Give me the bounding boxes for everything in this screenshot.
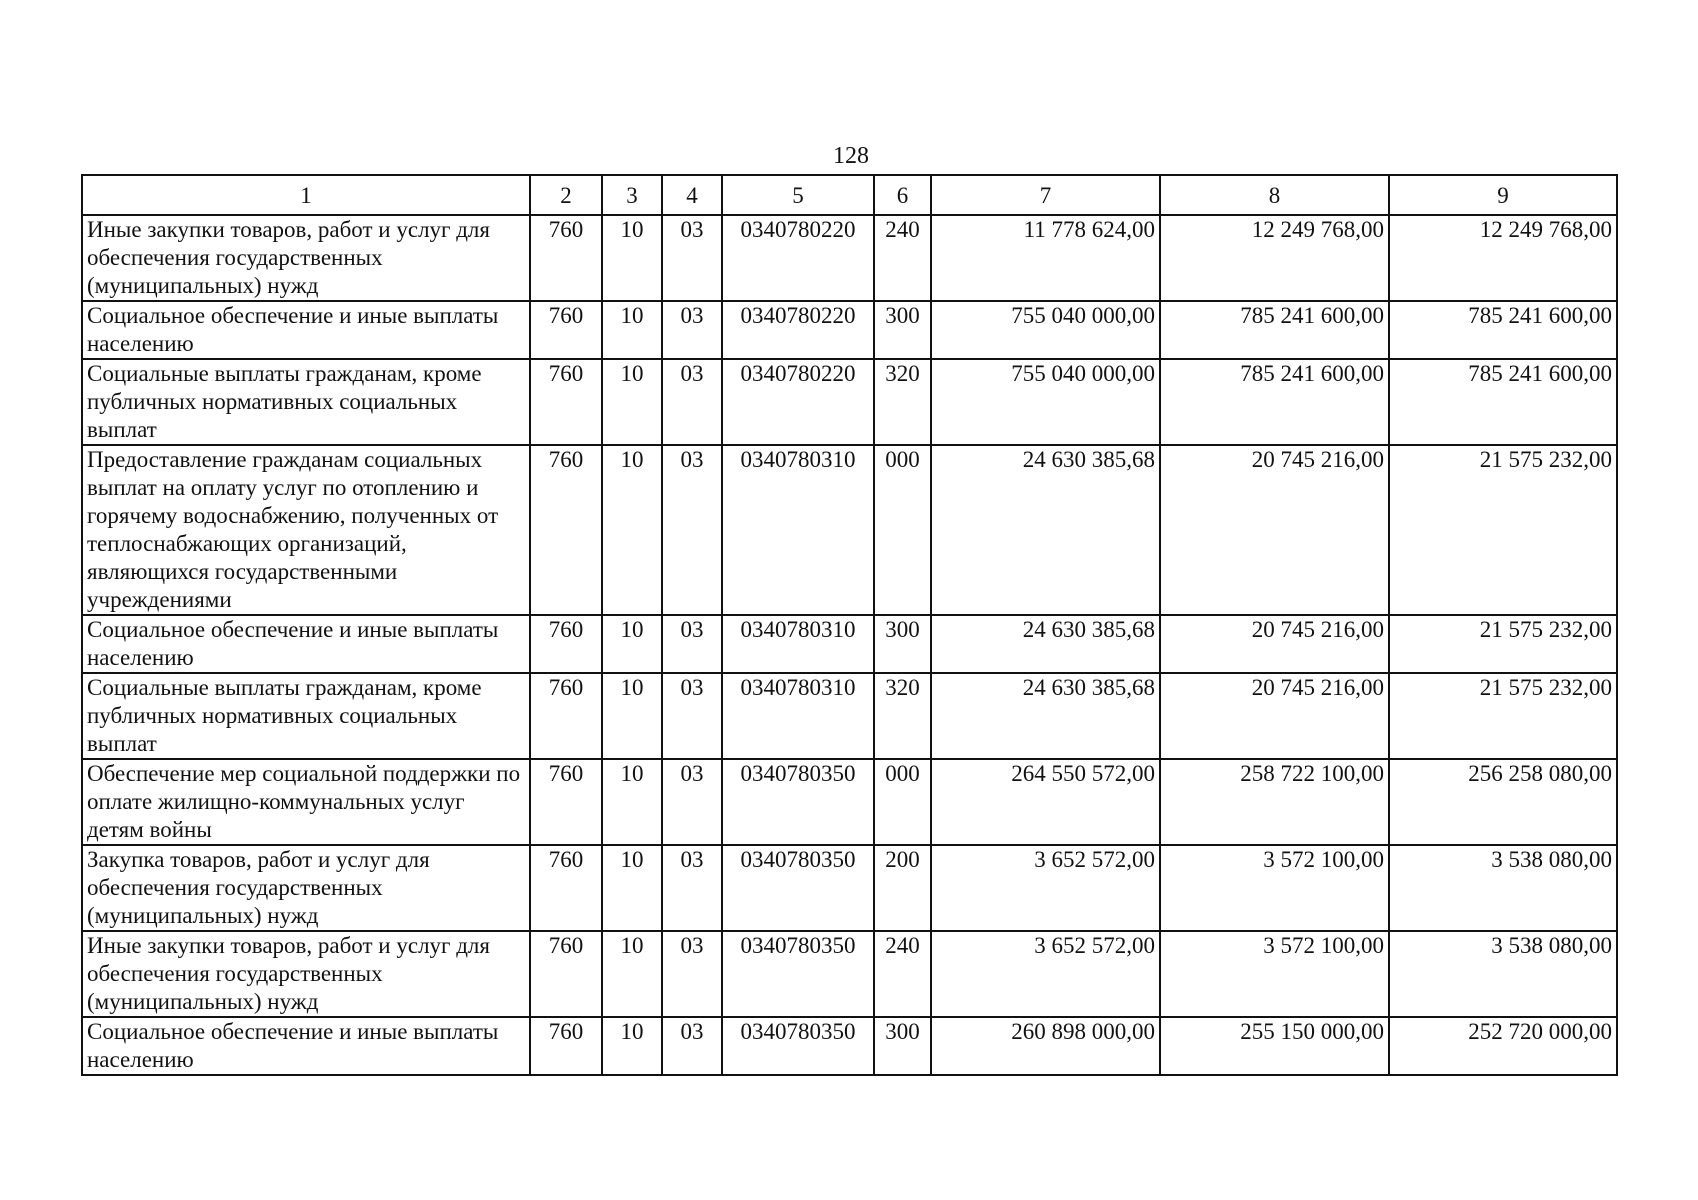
row-amount-9: 21 575 232,00 xyxy=(1389,615,1617,673)
row-code-4: 03 xyxy=(662,845,722,931)
header-row xyxy=(82,175,1617,215)
row-amount-8: 12 249 768,00 xyxy=(1160,215,1389,301)
row-code-3: 10 xyxy=(602,1017,662,1075)
row-amount-8: 20 745 216,00 xyxy=(1160,673,1389,759)
column-header-5: 5 xyxy=(722,175,874,215)
row-code-5: 0340780220 xyxy=(722,359,874,445)
row-name: Иные закупки товаров, работ и услуг для обеспечения государственных (муниципальных) нужд xyxy=(82,931,530,1017)
row-amount-9: 3 538 080,00 xyxy=(1389,931,1617,1017)
row-code-5: 0340780310 xyxy=(722,673,874,759)
row-code-2: 760 xyxy=(530,845,602,931)
row-amount-8: 3 572 100,00 xyxy=(1160,845,1389,931)
row-code-3: 10 xyxy=(602,445,662,615)
row-code-4: 03 xyxy=(662,673,722,759)
row-name: Обеспечение мер социальной поддержки по оплате жилищно-коммунальных услуг детям войны xyxy=(82,759,530,845)
row-code-3: 10 xyxy=(602,615,662,673)
row-code-2: 760 xyxy=(530,615,602,673)
row-amount-7: 24 630 385,68 xyxy=(931,615,1160,673)
row-amount-7: 24 630 385,68 xyxy=(931,445,1160,615)
column-header-3: 3 xyxy=(602,175,662,215)
row-amount-7: 260 898 000,00 xyxy=(931,1017,1160,1075)
row-code-6: 200 xyxy=(874,845,931,931)
row-code-6: 000 xyxy=(874,759,931,845)
row-amount-8: 785 241 600,00 xyxy=(1160,359,1389,445)
row-name: Социальное обеспечение и иные выплаты населению xyxy=(82,1017,530,1075)
row-code-2: 760 xyxy=(530,759,602,845)
column-header-4: 4 xyxy=(662,175,722,215)
row-amount-8: 20 745 216,00 xyxy=(1160,615,1389,673)
row-code-6: 320 xyxy=(874,673,931,759)
row-code-2: 760 xyxy=(530,301,602,359)
row-amount-7: 11 778 624,00 xyxy=(931,215,1160,301)
row-amount-8: 258 722 100,00 xyxy=(1160,759,1389,845)
row-code-3: 10 xyxy=(602,673,662,759)
budget-table xyxy=(81,174,1618,1076)
row-code-5: 0340780220 xyxy=(722,301,874,359)
row-code-2: 760 xyxy=(530,931,602,1017)
table-row xyxy=(82,673,1617,759)
row-amount-8: 255 150 000,00 xyxy=(1160,1017,1389,1075)
row-code-5: 0340780350 xyxy=(722,759,874,845)
table-row xyxy=(82,615,1617,673)
table-row xyxy=(82,845,1617,931)
row-code-6: 000 xyxy=(874,445,931,615)
row-amount-9: 3 538 080,00 xyxy=(1389,845,1617,931)
column-header-6: 6 xyxy=(874,175,931,215)
table-row xyxy=(82,215,1617,301)
row-code-2: 760 xyxy=(530,1017,602,1075)
column-header-1: 1 xyxy=(82,175,530,215)
row-amount-7: 3 652 572,00 xyxy=(931,845,1160,931)
row-code-5: 0340780350 xyxy=(722,1017,874,1075)
table-row xyxy=(82,445,1617,615)
row-name: Иные закупки товаров, работ и услуг для обеспечения государственных (муниципальных) нужд xyxy=(82,215,530,301)
row-name: Предоставление гражданам социальных выплат на оплату услуг по отоплению и горячему водоснабжению, полученных от теплоснабжающих организаций, являющихся государственными учреждениями xyxy=(82,445,530,615)
row-code-3: 10 xyxy=(602,301,662,359)
row-name: Социальное обеспечение и иные выплаты населению xyxy=(82,301,530,359)
row-code-6: 300 xyxy=(874,1017,931,1075)
row-code-5: 0340780310 xyxy=(722,445,874,615)
row-amount-8: 3 572 100,00 xyxy=(1160,931,1389,1017)
row-code-4: 03 xyxy=(662,301,722,359)
row-code-5: 0340780310 xyxy=(722,615,874,673)
column-header-2: 2 xyxy=(530,175,602,215)
row-code-4: 03 xyxy=(662,445,722,615)
row-code-6: 300 xyxy=(874,301,931,359)
row-name: Социальные выплаты гражданам, кроме публичных нормативных социальных выплат xyxy=(82,359,530,445)
table-row xyxy=(82,301,1617,359)
row-code-3: 10 xyxy=(602,215,662,301)
table-row xyxy=(82,359,1617,445)
row-code-2: 760 xyxy=(530,445,602,615)
row-amount-9: 21 575 232,00 xyxy=(1389,445,1617,615)
row-code-5: 0340780220 xyxy=(722,215,874,301)
row-amount-9: 12 249 768,00 xyxy=(1389,215,1617,301)
row-code-6: 320 xyxy=(874,359,931,445)
row-name: Социальное обеспечение и иные выплаты населению xyxy=(82,615,530,673)
row-code-2: 760 xyxy=(530,673,602,759)
table-row xyxy=(82,931,1617,1017)
row-amount-9: 21 575 232,00 xyxy=(1389,673,1617,759)
row-code-4: 03 xyxy=(662,215,722,301)
row-code-6: 240 xyxy=(874,215,931,301)
row-amount-9: 252 720 000,00 xyxy=(1389,1017,1617,1075)
row-code-3: 10 xyxy=(602,759,662,845)
row-code-5: 0340780350 xyxy=(722,845,874,931)
row-code-4: 03 xyxy=(662,759,722,845)
row-code-6: 240 xyxy=(874,931,931,1017)
row-code-3: 10 xyxy=(602,845,662,931)
row-code-4: 03 xyxy=(662,931,722,1017)
row-code-4: 03 xyxy=(662,615,722,673)
row-amount-7: 3 652 572,00 xyxy=(931,931,1160,1017)
row-amount-8: 20 745 216,00 xyxy=(1160,445,1389,615)
column-header-9: 9 xyxy=(1389,175,1617,215)
row-amount-7: 264 550 572,00 xyxy=(931,759,1160,845)
row-code-6: 300 xyxy=(874,615,931,673)
column-header-8: 8 xyxy=(1160,175,1389,215)
row-code-4: 03 xyxy=(662,359,722,445)
row-amount-9: 785 241 600,00 xyxy=(1389,359,1617,445)
row-amount-7: 755 040 000,00 xyxy=(931,359,1160,445)
table-row xyxy=(82,1017,1617,1075)
row-amount-9: 256 258 080,00 xyxy=(1389,759,1617,845)
row-amount-8: 785 241 600,00 xyxy=(1160,301,1389,359)
row-code-4: 03 xyxy=(662,1017,722,1075)
row-code-3: 10 xyxy=(602,359,662,445)
row-amount-7: 24 630 385,68 xyxy=(931,673,1160,759)
row-code-3: 10 xyxy=(602,931,662,1017)
row-code-2: 760 xyxy=(530,215,602,301)
page-number: 128 xyxy=(833,143,869,169)
row-name: Закупка товаров, работ и услуг для обеспечения государственных (муниципальных) нужд xyxy=(82,845,530,931)
row-amount-7: 755 040 000,00 xyxy=(931,301,1160,359)
row-code-5: 0340780350 xyxy=(722,931,874,1017)
table-row xyxy=(82,759,1617,845)
row-name: Социальные выплаты гражданам, кроме публичных нормативных социальных выплат xyxy=(82,673,530,759)
row-code-2: 760 xyxy=(530,359,602,445)
row-amount-9: 785 241 600,00 xyxy=(1389,301,1617,359)
column-header-7: 7 xyxy=(931,175,1160,215)
